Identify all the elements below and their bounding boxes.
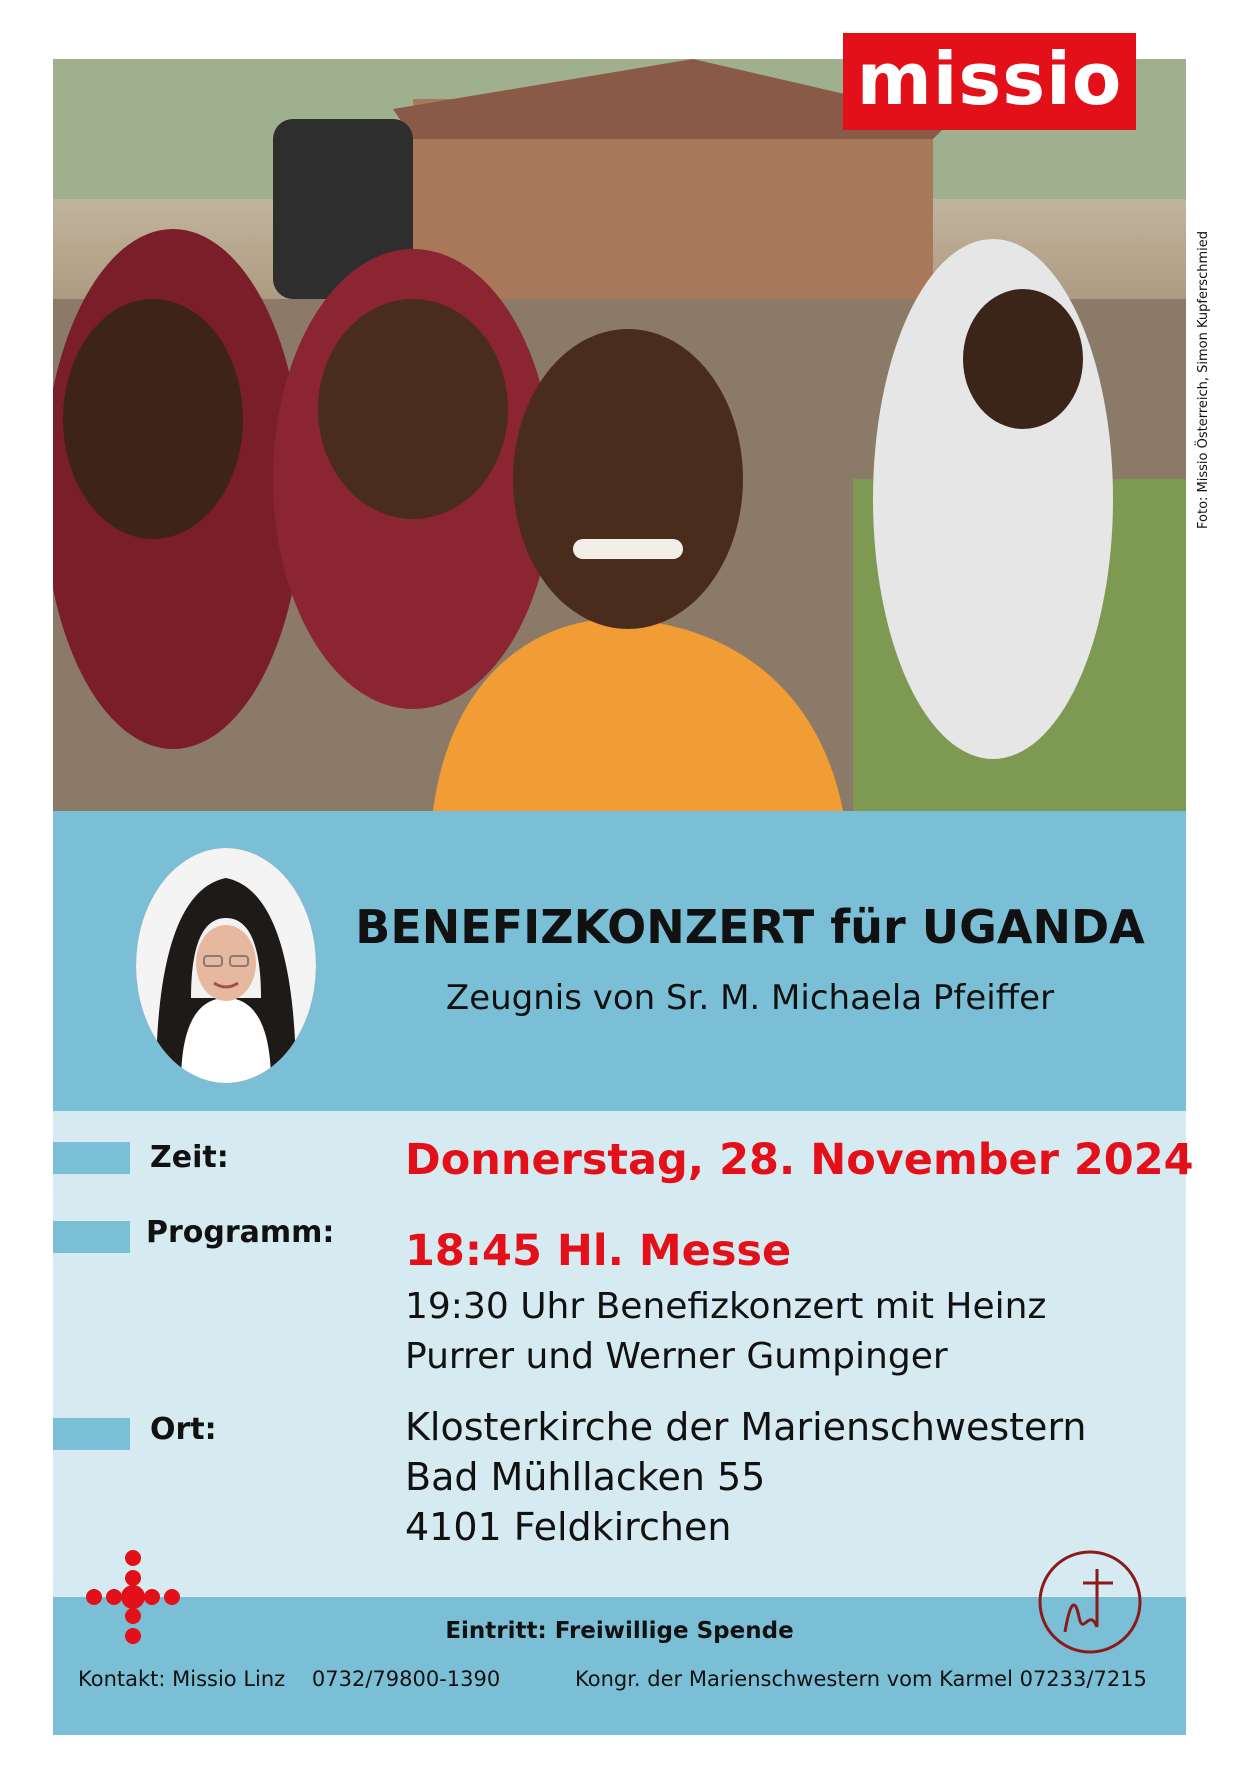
- missio-logo: missio: [843, 33, 1136, 130]
- nun-portrait-illustration: [136, 848, 316, 1083]
- children-photo-illustration: [53, 59, 1186, 811]
- concert-description: [405, 1282, 1165, 1382]
- concert-line-2: Purrer und Werner Gumpinger: [405, 1336, 948, 1377]
- place-marker: [53, 1418, 130, 1450]
- place-line-1: Klosterkirche der Marienschwestern: [405, 1405, 1087, 1449]
- time-label: Zeit:: [150, 1140, 229, 1175]
- contact-missio: Kontakt: Missio Linz 0732/79800-1390: [78, 1667, 501, 1691]
- program-label: Programm:: [146, 1215, 335, 1250]
- concert-line-1: 19:30 Uhr Benefizkonzert mit Heinz: [405, 1286, 1047, 1327]
- event-date: Donnerstag, 28. November 2024: [405, 1135, 1194, 1185]
- entry-note: Eintritt: Freiwillige Spende: [445, 1618, 794, 1644]
- time-marker: [53, 1142, 130, 1174]
- event-title: BENEFIZKONZERT für UGANDA: [355, 900, 1145, 954]
- place-line-3: 4101 Feldkirchen: [405, 1505, 732, 1549]
- place-label: Ort:: [150, 1412, 217, 1447]
- mass-time: 18:45 Hl. Messe: [405, 1226, 792, 1276]
- sister-portrait: [136, 848, 316, 1083]
- event-subtitle: Zeugnis von Sr. M. Michaela Pfeiffer: [445, 978, 1055, 1018]
- place-line-2: Bad Mühllacken 55: [405, 1455, 766, 1499]
- contact-marienschwestern: Kongr. der Marienschwestern vom Karmel 07233/7215: [575, 1667, 1147, 1691]
- program-marker: [53, 1221, 130, 1253]
- hero-photo: [53, 59, 1186, 811]
